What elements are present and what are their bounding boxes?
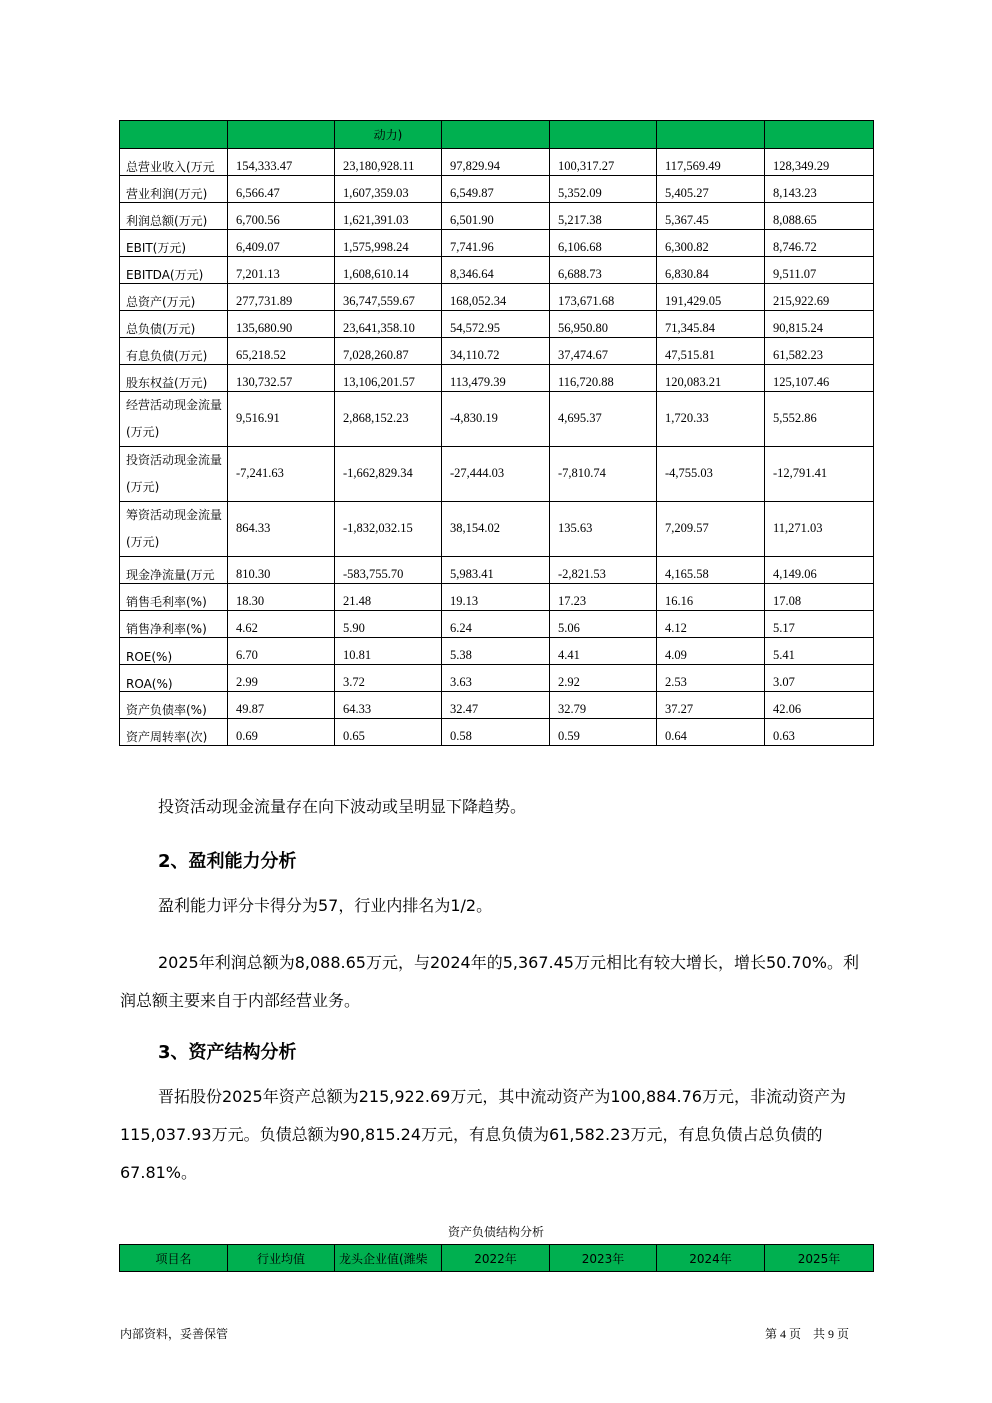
table-row <box>120 338 874 365</box>
table-header-row <box>120 1245 874 1272</box>
value-cell: 117,569.49 <box>657 149 765 176</box>
value-cell: 10.81 <box>335 638 442 665</box>
header-cell <box>550 121 657 149</box>
value-cell: 154,333.47 <box>228 149 335 176</box>
value-cell: 36,747,559.67 <box>335 284 442 311</box>
value-cell: 6,700.56 <box>228 203 335 230</box>
value-cell: -12,791.41 <box>765 447 874 502</box>
header-cell <box>657 121 765 149</box>
value-cell: 37.27 <box>657 692 765 719</box>
value-cell: 6,106.68 <box>550 230 657 257</box>
value-cell: 0.63 <box>765 719 874 746</box>
header-cell: 项目名 <box>120 1245 228 1272</box>
heading-asset-structure: 3、资产结构分析 <box>158 1042 297 1063</box>
value-cell: 97,829.94 <box>442 149 550 176</box>
value-cell: 61,582.23 <box>765 338 874 365</box>
value-cell: 6.70 <box>228 638 335 665</box>
header-cell: 动力) <box>335 121 442 149</box>
row-label: 销售净利率(%) <box>120 611 228 638</box>
value-cell: 6.24 <box>442 611 550 638</box>
value-cell: 11,271.03 <box>765 502 874 557</box>
value-cell: 4.62 <box>228 611 335 638</box>
row-label: 销售毛利率(%) <box>120 584 228 611</box>
heading-profitability: 2、盈利能力分析 <box>158 851 297 872</box>
value-cell: 277,731.89 <box>228 284 335 311</box>
paragraph-asset-structure: 晋拓股份2025年资产总额为215,922.69万元，其中流动资产为100,884.76万元，非流动资产为115,037.93万元。负债总额为90,815.24万元，有息负债为61,582.23万元，有息负债占总负债的67.81%。 <box>120 1087 846 1182</box>
value-cell: 9,516.91 <box>228 392 335 447</box>
value-cell: 128,349.29 <box>765 149 874 176</box>
row-label: 资产负债率(%) <box>120 692 228 719</box>
value-cell: 18.30 <box>228 584 335 611</box>
value-cell: 173,671.68 <box>550 284 657 311</box>
value-cell: 0.64 <box>657 719 765 746</box>
value-cell: 5.41 <box>765 638 874 665</box>
value-cell: 64.33 <box>335 692 442 719</box>
value-cell: 23,641,358.10 <box>335 311 442 338</box>
value-cell: 8,143.23 <box>765 176 874 203</box>
row-label: 利润总额(万元) <box>120 203 228 230</box>
balance-structure-table <box>119 1244 874 1272</box>
paragraph-profit-growth: 2025年利润总额为8,088.65万元，与2024年的5,367.45万元相比有较大增长，增长50.70%。利润总额主要来自于内部经营业务。 <box>120 953 859 1010</box>
value-cell: -1,832,032.15 <box>335 502 442 557</box>
value-cell: 125,107.46 <box>765 365 874 392</box>
value-cell: 5,367.45 <box>657 203 765 230</box>
value-cell: 19.13 <box>442 584 550 611</box>
value-cell: -7,241.63 <box>228 447 335 502</box>
row-label: 总负债(万元) <box>120 311 228 338</box>
header-cell: 2022年 <box>442 1245 550 1272</box>
value-cell: 2.99 <box>228 665 335 692</box>
value-cell: 7,028,260.87 <box>335 338 442 365</box>
value-cell: 1,575,998.24 <box>335 230 442 257</box>
value-cell: 7,209.57 <box>657 502 765 557</box>
header-cell: 2024年 <box>657 1245 765 1272</box>
value-cell: 54,572.95 <box>442 311 550 338</box>
value-cell: 4.12 <box>657 611 765 638</box>
value-cell: 0.65 <box>335 719 442 746</box>
row-label: 现金净流量(万元 <box>120 557 228 584</box>
table-row <box>120 149 874 176</box>
row-label: ROA(%) <box>120 665 228 692</box>
value-cell: 135,680.90 <box>228 311 335 338</box>
table-row <box>120 584 874 611</box>
table-header-row <box>120 121 874 149</box>
value-cell: 5.17 <box>765 611 874 638</box>
table-row <box>120 311 874 338</box>
value-cell: 8,746.72 <box>765 230 874 257</box>
value-cell: 0.69 <box>228 719 335 746</box>
table-row <box>120 392 874 447</box>
value-cell: 4,165.58 <box>657 557 765 584</box>
footer-confidential: 内部资料，妥善保管 <box>120 1327 229 1341</box>
value-cell: 90,815.24 <box>765 311 874 338</box>
value-cell: 3.72 <box>335 665 442 692</box>
value-cell: -4,830.19 <box>442 392 550 447</box>
table-row <box>120 176 874 203</box>
row-label: 总营业收入(万元 <box>120 149 228 176</box>
value-cell: 0.58 <box>442 719 550 746</box>
paragraph-investing-cashflow: 投资活动现金流量存在向下波动或呈明显下降趋势。 <box>158 797 527 816</box>
value-cell: 864.33 <box>228 502 335 557</box>
value-cell: 100,317.27 <box>550 149 657 176</box>
value-cell: 38,154.02 <box>442 502 550 557</box>
table-caption: 资产负债结构分析 <box>447 1225 544 1239</box>
value-cell: 7,201.13 <box>228 257 335 284</box>
value-cell: 5.90 <box>335 611 442 638</box>
value-cell: 4.09 <box>657 638 765 665</box>
header-cell <box>442 121 550 149</box>
header-cell: 2023年 <box>550 1245 657 1272</box>
row-label: 投资活动现金流量(万元) <box>120 447 228 502</box>
value-cell: 5,405.27 <box>657 176 765 203</box>
value-cell: 810.30 <box>228 557 335 584</box>
value-cell: 32.79 <box>550 692 657 719</box>
value-cell: 1,608,610.14 <box>335 257 442 284</box>
row-label: EBITDA(万元) <box>120 257 228 284</box>
value-cell: 2,868,152.23 <box>335 392 442 447</box>
value-cell: 2.92 <box>550 665 657 692</box>
value-cell: 7,741.96 <box>442 230 550 257</box>
value-cell: 47,515.81 <box>657 338 765 365</box>
value-cell: -1,662,829.34 <box>335 447 442 502</box>
value-cell: 37,474.67 <box>550 338 657 365</box>
value-cell: 4,695.37 <box>550 392 657 447</box>
value-cell: 56,950.80 <box>550 311 657 338</box>
value-cell: 2.53 <box>657 665 765 692</box>
value-cell: 49.87 <box>228 692 335 719</box>
row-label: EBIT(万元) <box>120 230 228 257</box>
value-cell: 120,083.21 <box>657 365 765 392</box>
value-cell: 65,218.52 <box>228 338 335 365</box>
row-label: 筹资活动现金流量(万元) <box>120 502 228 557</box>
table-row <box>120 365 874 392</box>
value-cell: 6,549.87 <box>442 176 550 203</box>
value-cell: 113,479.39 <box>442 365 550 392</box>
value-cell: 4,149.06 <box>765 557 874 584</box>
row-label: 股东权益(万元) <box>120 365 228 392</box>
header-cell: 行业均值 <box>228 1245 335 1272</box>
value-cell: 0.59 <box>550 719 657 746</box>
value-cell: 1,607,359.03 <box>335 176 442 203</box>
value-cell: 5,552.86 <box>765 392 874 447</box>
footer-page-number: 第 4 页 共 9 页 <box>765 1327 850 1341</box>
table-row <box>120 665 874 692</box>
value-cell: 1,720.33 <box>657 392 765 447</box>
value-cell: 215,922.69 <box>765 284 874 311</box>
value-cell: 135.63 <box>550 502 657 557</box>
row-label: ROE(%) <box>120 638 228 665</box>
table-row <box>120 257 874 284</box>
value-cell: 71,345.84 <box>657 311 765 338</box>
value-cell: -583,755.70 <box>335 557 442 584</box>
paragraph-profitability-score: 盈利能力评分卡得分为57，行业内排名为1/2。 <box>158 896 493 915</box>
header-cell <box>228 121 335 149</box>
header-cell: 龙头企业值(潍柴 <box>335 1245 442 1272</box>
financial-indicators-table <box>119 120 874 746</box>
value-cell: 6,688.73 <box>550 257 657 284</box>
row-label: 经营活动现金流量(万元) <box>120 392 228 447</box>
value-cell: -4,755.03 <box>657 447 765 502</box>
value-cell: -2,821.53 <box>550 557 657 584</box>
value-cell: 32.47 <box>442 692 550 719</box>
value-cell: 116,720.88 <box>550 365 657 392</box>
value-cell: 8,088.65 <box>765 203 874 230</box>
value-cell: -27,444.03 <box>442 447 550 502</box>
table-row <box>120 719 874 746</box>
table-row <box>120 447 874 502</box>
table-row <box>120 230 874 257</box>
table-row <box>120 284 874 311</box>
value-cell: 42.06 <box>765 692 874 719</box>
header-cell: 2025年 <box>765 1245 874 1272</box>
value-cell: 17.23 <box>550 584 657 611</box>
value-cell: 23,180,928.11 <box>335 149 442 176</box>
value-cell: 5,983.41 <box>442 557 550 584</box>
table-row <box>120 638 874 665</box>
table-row <box>120 611 874 638</box>
value-cell: 6,300.82 <box>657 230 765 257</box>
value-cell: 3.07 <box>765 665 874 692</box>
value-cell: 191,429.05 <box>657 284 765 311</box>
value-cell: 8,346.64 <box>442 257 550 284</box>
value-cell: 34,110.72 <box>442 338 550 365</box>
header-cell <box>120 121 228 149</box>
table-row <box>120 502 874 557</box>
value-cell: 5,217.38 <box>550 203 657 230</box>
value-cell: 13,106,201.57 <box>335 365 442 392</box>
table-row <box>120 203 874 230</box>
value-cell: 5,352.09 <box>550 176 657 203</box>
value-cell: 9,511.07 <box>765 257 874 284</box>
value-cell: 5.06 <box>550 611 657 638</box>
value-cell: 130,732.57 <box>228 365 335 392</box>
value-cell: -7,810.74 <box>550 447 657 502</box>
value-cell: 6,830.84 <box>657 257 765 284</box>
value-cell: 168,052.34 <box>442 284 550 311</box>
value-cell: 6,501.90 <box>442 203 550 230</box>
value-cell: 5.38 <box>442 638 550 665</box>
row-label: 总资产(万元) <box>120 284 228 311</box>
table-row <box>120 692 874 719</box>
row-label: 资产周转率(次) <box>120 719 228 746</box>
table-row <box>120 557 874 584</box>
value-cell: 4.41 <box>550 638 657 665</box>
header-cell <box>765 121 874 149</box>
value-cell: 3.63 <box>442 665 550 692</box>
value-cell: 17.08 <box>765 584 874 611</box>
value-cell: 16.16 <box>657 584 765 611</box>
value-cell: 1,621,391.03 <box>335 203 442 230</box>
value-cell: 21.48 <box>335 584 442 611</box>
row-label: 有息负债(万元) <box>120 338 228 365</box>
row-label: 营业利润(万元) <box>120 176 228 203</box>
value-cell: 6,566.47 <box>228 176 335 203</box>
value-cell: 6,409.07 <box>228 230 335 257</box>
